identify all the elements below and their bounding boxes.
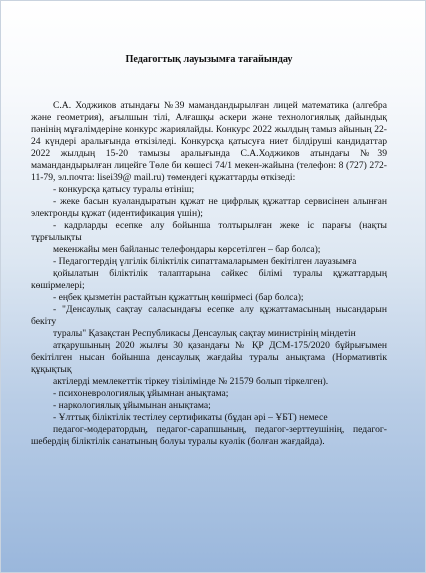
requirements-list — [31, 184, 387, 448]
requirement-line: актілерді мемлекеттік тіркеу тізілімінде № 21579 болып тіркелген). — [53, 376, 329, 387]
requirement-line: атқарушының 2020 жылғы 30 қазандағы № ҚР ДСМ-175/2020 бұйрығымен бекітілген нысан бойынша денсаулық жағдайы туралы анықтама (Нормативтік құқықтық — [31, 340, 387, 375]
requirement-line: - конкурсқа қатысу туралы өтініш; — [53, 184, 195, 195]
requirement-line: - "Денсаулық сақтау саласындағы есепке алу құжаттамасының нысандарын бекіту — [31, 304, 387, 327]
requirement-line: - жеке басын куәландыратын құжат не цифрлық құжаттар сервисінен алынған электронды құжат (идентификация үшін); — [31, 196, 387, 219]
requirement-line: - Педагогтердің үлгілік біліктілік сипаттамаларымен бекітілген лауазымға — [53, 256, 357, 267]
requirement-line: - психоневрологиялық ұйымнан анықтама; — [53, 388, 229, 399]
intro-paragraph: С.А. Ходжиков атындағы №39 мамандандырылған лицей математика (алгебра және геометрия), ағылшын тілі, Алғашқы әскери және технологиялық дайындық пәнінің мұғалімдеріне конкурс жариялайды. Конкурс 2022 жылдың тамыз айының 22-24 күндері аралығында өткізіледі. Конкурсқа қатысуға ниет білдіруші кандидаттар 2022 жылдың 15-20 тамызы аралығында С.А.Ходжиков атындағы №39 мамандандырылған лицейге Төле би көшесі 74/1 мекен-жайына (телефон: 8 (727) 272-11-79, эл.почта: lisei39@ mail.ru) төмендегі құжаттарды өткізеді: — [31, 100, 387, 183]
requirement-line: - еңбек қызметін растайтын құжаттың көшірмесі (бар болса); — [53, 292, 304, 303]
requirement-line: педагог-модератордың, педагог-сарапшының, педагог-зерттеушінің, педагог-шебердің біліктілік санатының болуы туралы куәлік (болған жағдайда). — [31, 424, 387, 447]
requirement-line: қойылатын біліктілік талаптарына сәйкес білімі туралы құжаттардың көшірмелері; — [31, 268, 387, 291]
requirement-line: - наркологиялық ұйымынан анықтама; — [53, 400, 211, 411]
requirement-line: - Ұлттық біліктілік тестілеу сертификаты (бұдан әрі – ҰБТ) немесе — [53, 412, 328, 423]
requirement-line: - кадрларды есепке алу бойынша толтырылған жеке іс парағы (нақты тұрғылықты — [31, 220, 387, 243]
requirement-line: туралы" Қазақстан Республикасы Денсаулық сақтау министрінің міндетін — [53, 328, 356, 339]
requirement-line: мекенжайы мен байланыс телефондары көрсетілген – бар болса); — [53, 244, 321, 255]
document-body — [31, 53, 387, 448]
document-title: Педагогтық лауызымға тағайындау — [125, 54, 293, 65]
